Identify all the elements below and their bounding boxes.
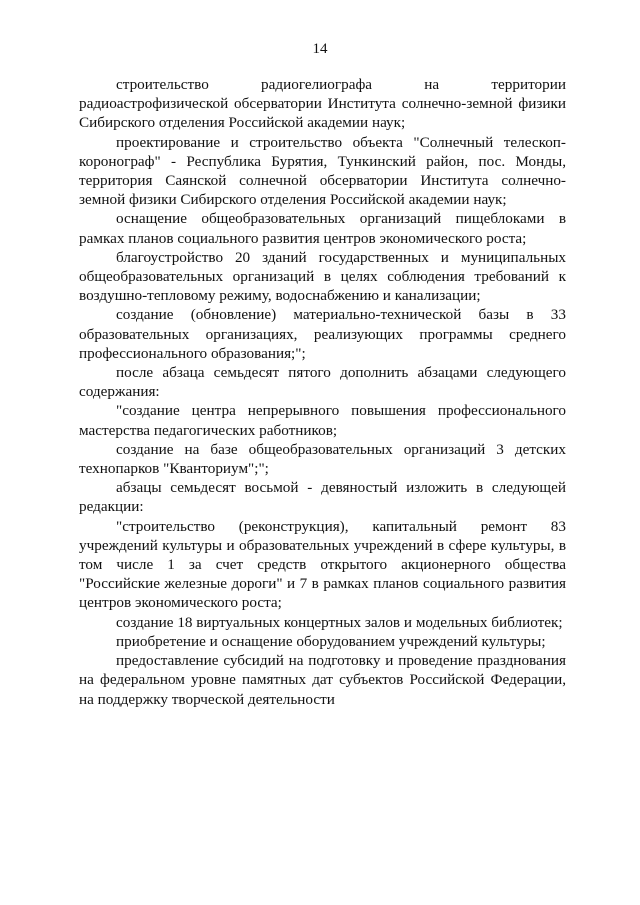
document-body: [79, 75, 566, 709]
paragraph: создание (обновление) материально-технической базы в 33 образовательных организациях, реализующих программы среднего профессионального образования;";: [79, 306, 566, 362]
page-number: 14: [312, 41, 328, 57]
paragraph: абзацы семьдесят восьмой - девяностый изложить в следующей редакции:: [79, 479, 566, 516]
paragraph: оснащение общеобразовательных организаций пищеблоками в рамках планов социального развития центров экономического роста;: [79, 210, 566, 247]
paragraph: проектирование и строительство объекта "Солнечный телескоп-коронограф" - Республика Бурятия, Тункинский район, пос. Монды, территория Саянской солнечной обсерватории Института солнечно-земной физики Сибирского отделения Российской академии наук;: [79, 133, 566, 209]
paragraph: приобретение и оснащение оборудованием учреждений культуры;: [116, 632, 546, 650]
paragraph: строительство радиогелиографа на территории радиоастрофизической обсерватории Института солнечно-земной физики Сибирского отделения Российской академии наук;: [79, 76, 566, 132]
paragraph: создание на базе общеобразовательных организаций 3 детских технопарков "Кванториум";";: [79, 440, 566, 478]
paragraph: предоставление субсидий на подготовку и проведение празднования на федеральном уровне памятных дат субъектов Российской Федерации, на поддержку творческой деятельности: [79, 652, 566, 708]
paragraph: после абзаца семьдесят пятого дополнить абзацами следующего содержания:: [79, 364, 566, 401]
paragraph: благоустройство 20 зданий государственных и муниципальных общеобразовательных организаций в целях соблюдения требований к воздушно-тепловому режиму, водоснабжению и канализации;: [79, 248, 566, 305]
paragraph: "строительство (реконструкция), капитальный ремонт 83 учреждений культуры и образовательных учреждений в сфере культуры, в том числе 1 за счет средств открытого акционерного общества "Российские железные дороги" и 7 в рамках планов социального развития центров экономического роста;: [79, 517, 566, 612]
paragraph: "создание центра непрерывного повышения профессионального мастерства педагогических работников;: [79, 402, 566, 439]
paragraph: создание 18 виртуальных концертных залов и модельных библиотек;: [116, 613, 563, 631]
